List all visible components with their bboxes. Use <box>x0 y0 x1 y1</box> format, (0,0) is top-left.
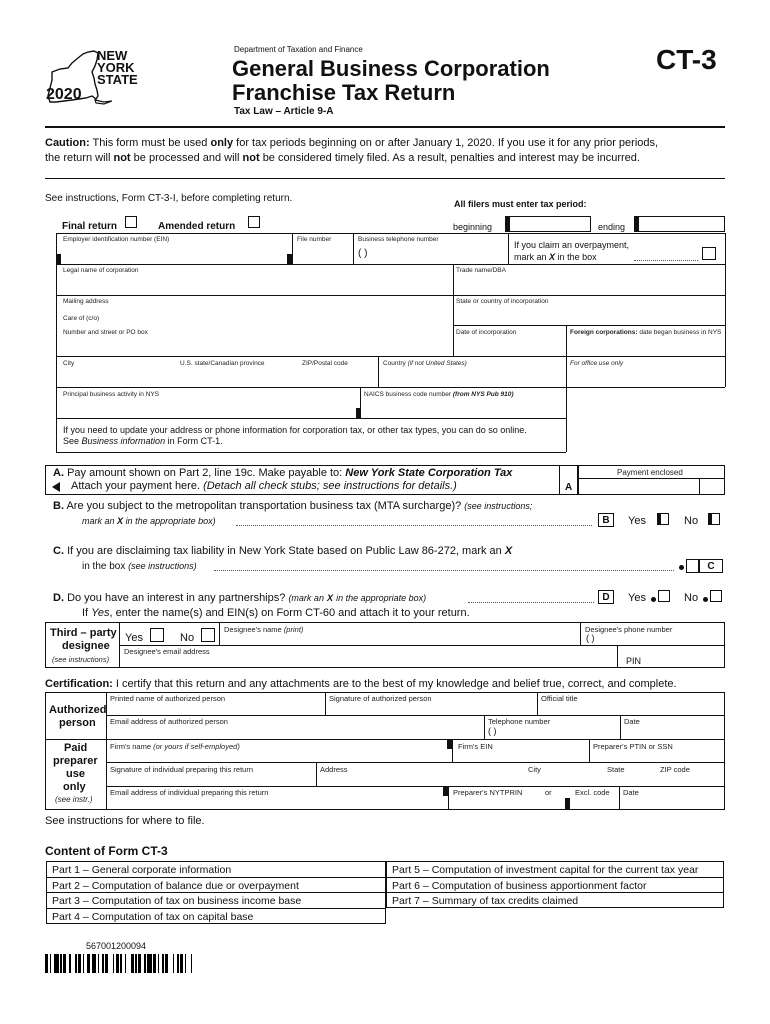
section-b-yes-checkbox[interactable] <box>657 513 669 525</box>
designee-phone-label: Designee's phone number <box>585 625 673 634</box>
designee-yes-checkbox[interactable] <box>150 628 164 642</box>
final-return-checkbox[interactable] <box>125 216 137 228</box>
foreign-corporations-rest: date began business in NYS <box>639 329 722 336</box>
country-label <box>383 360 467 367</box>
designee-pin-label: PIN <box>626 656 642 666</box>
official-title-input[interactable] <box>541 703 723 714</box>
form-year: 2020 <box>46 86 82 103</box>
file-number-label: File number <box>297 236 332 243</box>
barcode-bar <box>83 954 85 973</box>
or-label: or <box>545 788 552 797</box>
firm-name-input[interactable] <box>110 750 444 761</box>
content-part-left-2: Part 2 – Computation of balance due or overpayment <box>52 879 299 892</box>
amended-return-checkbox[interactable] <box>248 216 260 228</box>
phone-input[interactable]: ( ) <box>358 248 368 259</box>
designee-yes-label: Yes <box>125 632 143 644</box>
excl-code-label: Excl. code <box>575 788 610 797</box>
barcode-bar <box>185 954 187 973</box>
certification-text: I certify that this return and any attachments are to the best of my knowledge and belief true, correct, and complete. <box>115 678 677 690</box>
barcode-bar <box>191 954 193 973</box>
file-number-input[interactable] <box>296 244 351 262</box>
barcode-bar <box>63 954 66 973</box>
section-c-text1: If you are disclaiming tax liability in New York State based on Public Law 86-272, mark an <box>67 545 502 557</box>
barcode-bar <box>78 954 81 973</box>
certification-label: Certification: <box>45 678 113 690</box>
section-d-yes-bullet <box>651 597 656 602</box>
period-ending-input[interactable] <box>634 216 725 232</box>
content-part-right-2: Part 6 – Computation of business apportionment factor <box>392 879 647 892</box>
overpayment-x: X <box>549 252 556 262</box>
mailing-address-label: Mailing address <box>63 298 109 305</box>
country-label-a: Country <box>383 360 406 367</box>
printed-name-input[interactable] <box>110 703 322 714</box>
barcode-bar <box>113 954 115 973</box>
principal-activity-label: Principal business activity in NYS <box>63 391 160 398</box>
auth-telephone-label: Telephone number <box>488 717 551 726</box>
section-a-text1: Pay amount shown on Part 2, line 19c. Make payable to: <box>67 467 343 479</box>
section-b-line1 <box>53 500 532 512</box>
section-b-box: B <box>598 513 614 527</box>
barcode-number: 567001200094 <box>86 941 147 951</box>
barcode-bar <box>120 954 122 973</box>
section-d-yes-checkbox[interactable] <box>658 590 670 602</box>
section-d-yes-label: Yes <box>628 592 646 604</box>
period-ending-label: ending <box>598 222 626 232</box>
ein-label: Employer identification number (EIN) <box>63 236 170 243</box>
auth-email-input[interactable] <box>110 726 480 737</box>
section-d-no-bullet <box>703 597 708 602</box>
section-c-line2 <box>82 561 197 572</box>
naics-label <box>364 391 514 398</box>
preparer-state-label: State <box>607 765 625 774</box>
section-b-line2 <box>82 516 216 526</box>
overpayment-in-box-text: in the box <box>557 252 597 262</box>
caution-text-a: This form must be used <box>92 137 208 149</box>
paid-preparer-see-instr: (see instr.) <box>55 795 93 804</box>
caution-only: only <box>210 137 234 149</box>
barcode-bar <box>69 954 71 973</box>
preparer-email-input[interactable] <box>110 797 440 808</box>
foreign-date-input[interactable] <box>570 337 722 354</box>
section-d-if: If <box>82 607 89 619</box>
leader-dots <box>634 260 698 261</box>
street-input[interactable] <box>62 337 450 354</box>
date-of-incorporation-label: Date of incorporation <box>456 329 517 336</box>
department-name: Department of Taxation and Finance <box>234 45 363 54</box>
barcode-bar <box>116 954 119 973</box>
form-title-line2: Franchise Tax Return <box>232 80 456 105</box>
section-a-box-letter: A <box>565 482 573 493</box>
update-info-line1: If you need to update your address or phone information for corporation tax, or other tax types, you can do so online. <box>63 425 527 435</box>
designee-name-input[interactable] <box>224 634 576 644</box>
auth-date-input[interactable] <box>624 726 723 737</box>
authorized-title1: Authorized <box>49 704 107 716</box>
barcode-bar <box>54 954 59 973</box>
section-b-no-checkbox[interactable] <box>708 513 720 525</box>
barcode-bar <box>144 954 146 973</box>
form-id: CT-3 <box>656 44 717 75</box>
section-c-line1 <box>53 545 512 557</box>
barcode-bar <box>87 954 90 973</box>
section-c-text2: in the box <box>82 561 126 572</box>
content-part-left-4: Part 4 – Computation of tax on capital base <box>52 910 254 923</box>
barcode-bar <box>158 954 160 973</box>
section-c-x: X <box>504 545 513 557</box>
third-party-title1: Third – party <box>50 627 117 639</box>
section-b-text1: Are you subject to the metropolitan transportation business tax (MTA surcharge)? <box>66 500 462 512</box>
naics-label-b: (from NYS Pub 910) <box>452 391 514 398</box>
preparer-zip-label: ZIP code <box>660 765 690 774</box>
firm-ein-label: Firm's EIN <box>458 742 493 751</box>
state-of-incorporation-input[interactable] <box>456 306 722 323</box>
barcode-bar <box>162 954 164 973</box>
logo-text-york: YORK <box>97 60 135 75</box>
barcode-bar <box>92 954 97 973</box>
section-c-bullet <box>679 565 684 570</box>
barcode-bar <box>131 954 134 973</box>
country-label-b: (if not United States) <box>407 360 467 367</box>
section-d-yes-italic: Yes <box>91 607 110 619</box>
barcode-bar <box>75 954 77 973</box>
section-c-checkbox[interactable] <box>686 559 699 573</box>
phone-label: Business telephone number <box>358 236 439 243</box>
barcode-bar <box>98 954 100 973</box>
section-d-text2: (mark an <box>288 593 324 603</box>
designee-name-text: Designee's name <box>224 625 282 634</box>
section-b-box-text: in the appropriate box) <box>125 516 216 526</box>
third-party-title2: designee <box>62 640 110 652</box>
content-part-left-3: Part 3 – Computation of tax on business income base <box>52 895 302 907</box>
form-subtitle: Tax Law – Article 9-A <box>234 106 334 117</box>
barcode-bar <box>125 954 127 973</box>
section-b-text2: (see instructions; <box>464 501 533 511</box>
update-info-rest: in Form CT-1. <box>167 436 223 446</box>
arrow-left-icon <box>52 482 60 492</box>
caution-line1 <box>45 137 658 149</box>
final-return-label: Final return <box>62 221 118 232</box>
form-title-line1: General Business Corporation <box>232 56 550 81</box>
auth-date-label: Date <box>624 717 640 726</box>
naics-label-a: NAICS business code number <box>364 391 452 398</box>
signature-label: Signature of authorized person <box>329 694 432 703</box>
section-d-line2 <box>82 607 470 619</box>
trade-name-label: Trade name/DBA <box>456 267 506 274</box>
section-b-yes-label: Yes <box>628 515 646 527</box>
printed-name-label: Printed name of authorized person <box>110 694 226 703</box>
barcode-bar <box>45 954 48 973</box>
overpayment-checkbox[interactable] <box>702 247 716 260</box>
logo-text-state: STATE <box>97 72 138 87</box>
legal-name-label: Legal name of corporation <box>63 267 139 274</box>
preparer-signature-input[interactable] <box>110 774 313 785</box>
section-d-box: D <box>598 590 614 604</box>
barcode-bar <box>147 954 152 973</box>
section-c-text3: (see instructions) <box>128 561 197 571</box>
payment-enclosed-input[interactable] <box>580 480 723 494</box>
paid-preparer-title4: only <box>63 781 86 793</box>
date-of-incorporation-input[interactable] <box>456 337 562 354</box>
foreign-corporations-bold: Foreign corporations: <box>570 329 638 336</box>
state-of-incorporation-label: State or country of incorporation <box>456 298 549 305</box>
caution-text-b: for tax periods beginning on or after January 1, 2020. If you use it for any prior periods, <box>236 137 659 149</box>
barcode-bar <box>50 954 52 973</box>
auth-telephone-input[interactable]: ( ) <box>488 726 497 736</box>
update-info-link: Business information <box>81 436 166 446</box>
barcode-bar <box>177 954 179 973</box>
overpayment-text-line2 <box>514 252 597 262</box>
caution-not2: not <box>242 152 260 164</box>
designee-no-label: No <box>180 632 195 644</box>
ptin-label: Preparer's PTIN or SSN <box>593 742 673 751</box>
section-d-text3: in the appropriate box) <box>336 593 427 603</box>
amended-return-label: Amended return <box>158 221 236 232</box>
section-c-box: C <box>699 559 723 573</box>
certification-statement <box>45 678 677 690</box>
caution-not1: not <box>113 152 131 164</box>
period-beginning-label: beginning <box>453 222 493 232</box>
barcode-bar <box>165 954 168 973</box>
content-heading: Content of Form CT-3 <box>45 844 168 858</box>
barcode-bar <box>180 954 183 973</box>
trade-name-input[interactable] <box>456 275 722 293</box>
barcode-bar <box>60 954 62 973</box>
instructions-note: See instructions, Form CT-3-I, before completing return. <box>45 193 293 204</box>
content-part-left-1: Part 1 – General corporate information <box>52 864 232 876</box>
section-d-no-label: No <box>684 592 699 604</box>
section-d-line1 <box>53 592 426 604</box>
care-of-label: Care of (c/o) <box>63 315 100 322</box>
section-a-text3: (Detach all check stubs; see instructions for details.) <box>203 480 457 492</box>
principal-activity-input[interactable] <box>62 399 354 416</box>
zip-label: ZIP/Postal code <box>302 360 348 367</box>
firm-ein-input[interactable] <box>458 750 586 761</box>
authorized-title2: person <box>59 717 96 729</box>
content-part-right-3: Part 7 – Summary of tax credits claimed <box>392 895 579 907</box>
payment-enclosed-text: Payment enclosed <box>617 468 683 477</box>
city-address-input[interactable] <box>62 368 562 385</box>
section-a-line1 <box>53 467 512 479</box>
designee-name-label <box>224 625 303 634</box>
barcode-bar <box>102 954 104 973</box>
tax-period-heading: All filers must enter tax period: <box>454 199 587 209</box>
overpayment-text-line1: If you claim an overpayment, <box>514 240 630 250</box>
designee-name-print: (print) <box>283 625 304 634</box>
auth-email-label: Email address of authorized person <box>110 717 228 726</box>
preparer-date-label: Date <box>623 788 639 797</box>
barcode-bar <box>138 954 141 973</box>
designee-email-label: Designee's email address <box>124 647 210 656</box>
section-d-letter: D. <box>53 592 64 604</box>
period-beginning-input[interactable] <box>505 216 591 232</box>
update-info-see: See <box>63 436 80 446</box>
barcode-bar <box>173 954 175 973</box>
section-b-mark: mark an <box>82 516 115 526</box>
preparer-address-label: Address <box>320 765 348 774</box>
section-a-line2 <box>71 480 457 492</box>
nytprin-input[interactable] <box>453 797 563 808</box>
signature-input[interactable] <box>329 703 534 714</box>
designee-email-input[interactable] <box>124 655 614 666</box>
paid-preparer-title2: preparer <box>53 755 98 767</box>
office-use-label: For office use only <box>570 360 624 367</box>
barcode-bar <box>105 954 108 973</box>
firm-name-qualifier: (or yours if self-employed) <box>153 742 240 751</box>
designee-phone-input[interactable]: ( ) <box>586 633 595 643</box>
ptin-input[interactable] <box>593 750 723 761</box>
caution-text-d: be processed and will <box>133 152 240 164</box>
street-label: Number and street or PO box <box>63 329 148 336</box>
naics-input[interactable] <box>364 399 562 416</box>
preparer-date-input[interactable] <box>623 797 723 808</box>
caution-rule <box>45 178 725 179</box>
section-b-x: X <box>117 516 124 526</box>
where-to-file-note: See instructions for where to file. <box>45 815 205 827</box>
legal-name-input[interactable] <box>62 275 450 293</box>
section-b-no-label: No <box>684 515 699 527</box>
caution-text-e: be considered timely filed. As a result, penalties and interest may be incurred. <box>262 152 640 164</box>
paid-preparer-title1: Paid <box>64 742 88 754</box>
foreign-corporations-label <box>570 329 721 336</box>
third-party-see-instructions: (see instructions) <box>52 655 110 664</box>
section-b-letter: B. <box>53 500 64 512</box>
city-label: City <box>63 360 75 367</box>
overpayment-mark-text: mark an <box>514 252 547 262</box>
content-part-right-1: Part 5 – Computation of investment capital for the current tax year <box>392 864 699 876</box>
nytprin-label: Preparer's NYTPRIN <box>453 788 523 797</box>
barcode-bar <box>135 954 137 973</box>
section-d-text4: , enter the name(s) and EIN(s) on Form CT-60 and attach it to your return. <box>109 607 470 619</box>
section-a-letter: A. <box>53 467 64 479</box>
preparer-email-label: Email address of individual preparing this return <box>110 788 269 797</box>
section-d-x: X <box>327 593 334 603</box>
ein-input[interactable] <box>62 244 287 262</box>
official-title-label: Official title <box>541 694 578 703</box>
firm-name-text: Firm's name <box>110 742 152 751</box>
barcode-bar <box>153 954 156 973</box>
update-info-line2 <box>63 436 223 446</box>
section-d-no-checkbox[interactable] <box>710 590 722 602</box>
paid-preparer-title3: use <box>66 768 85 780</box>
caution-line2 <box>45 152 640 164</box>
caution-text-c: the return will <box>45 152 111 164</box>
section-d-text1: Do you have an interest in any partnerships? <box>67 592 286 604</box>
section-a-payee: New York State Corporation Tax <box>345 467 513 479</box>
preparer-city-label: City <box>528 765 541 774</box>
section-c-letter: C. <box>53 545 64 557</box>
preparer-address-input[interactable] <box>320 774 723 785</box>
logo-text-new: NEW <box>97 48 128 63</box>
designee-no-checkbox[interactable] <box>201 628 215 642</box>
header-rule <box>45 126 725 128</box>
section-a-text2: Attach your payment here. <box>71 480 201 492</box>
state-province-label: U.S. state/Canadian province <box>180 360 265 367</box>
excl-code-input[interactable] <box>573 797 617 808</box>
preparer-signature-label: Signature of individual preparing this return <box>110 765 254 774</box>
caution-label: Caution: <box>45 137 90 149</box>
